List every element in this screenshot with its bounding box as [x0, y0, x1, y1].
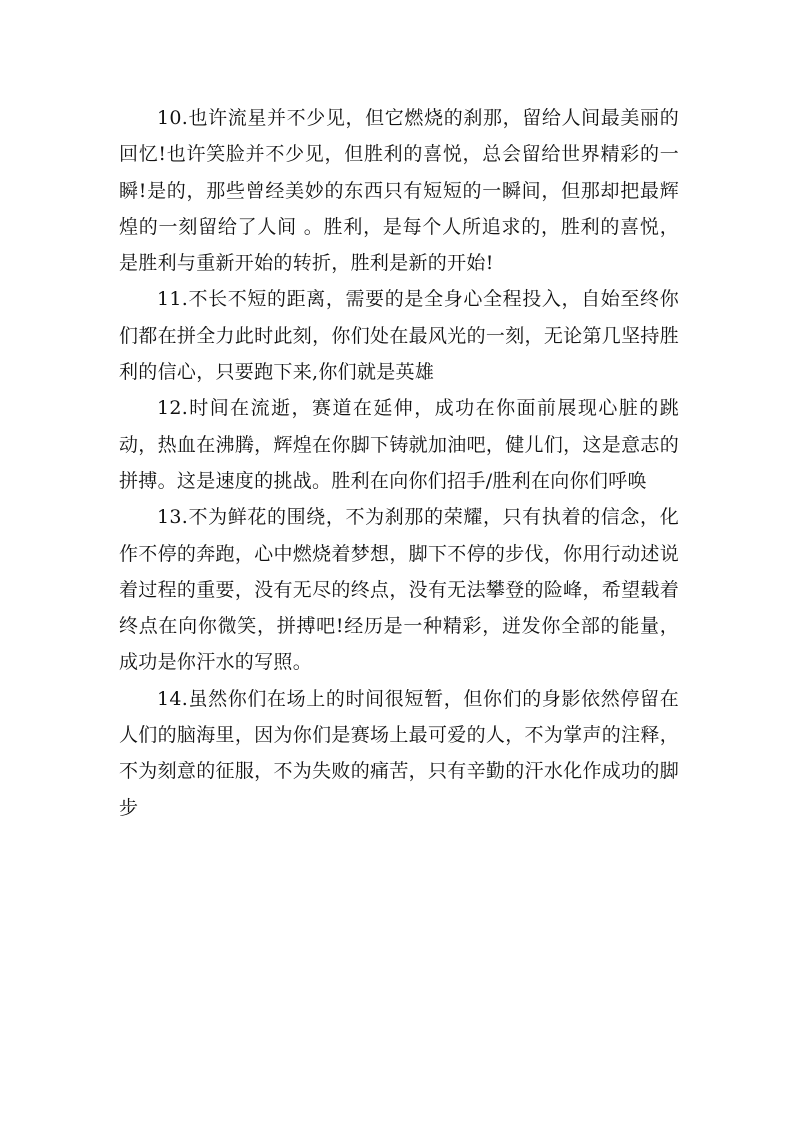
- document-body: [119, 100, 679, 826]
- paragraph-12: 12.时间在流逝，赛道在延伸，成功在你面前展现心脏的跳动，热血在沸腾，辉煌在你脚下铸就加油吧，健儿们，这是意志的拼搏。这是速度的挑战。胜利在向你们招手/胜利在向你们呼唤: [119, 397, 679, 492]
- paragraph-14: 14.虽然你们在场上的时间很短暂，但你们的身影依然停留在人们的脑海里，因为你们是赛场上最可爱的人，不为掌声的注释，不为刻意的征服，不为失败的痛苦，只有辛勤的汗水化作成功的脚步: [119, 687, 679, 819]
- paragraph-13: 13.不为鲜花的围绕，不为刹那的荣耀，只有执着的信念，化作不停的奔跑，心中燃烧着梦想，脚下不停的步伐，你用行动述说着过程的重要，没有无尽的终点，没有无法攀登的险峰，希望载着终点在向你微笑，拼搏吧!经历是一种精彩，迸发你全部的能量，成功是你汗水的写照。: [119, 506, 679, 674]
- paragraph-11: 11.不长不短的距离，需要的是全身心全程投入，自始至终你们都在拼全力此时此刻，你们处在最风光的一刻，无论第几坚持胜利的信心，只要跑下来,你们就是英雄: [119, 288, 679, 384]
- paragraph-10: 10.也许流星并不少见，但它燃烧的刹那，留给人间最美丽的回忆!也许笑脸并不少见，但胜利的喜悦，总会留给世界精彩的一瞬!是的，那些曾经美妙的东西只有短短的一瞬间，但那却把最辉煌的一刻留给了人间 。胜利，是每个人所追求的，胜利的喜悦，是胜利与重新开始的转折，胜利是新的开始!: [119, 107, 679, 275]
